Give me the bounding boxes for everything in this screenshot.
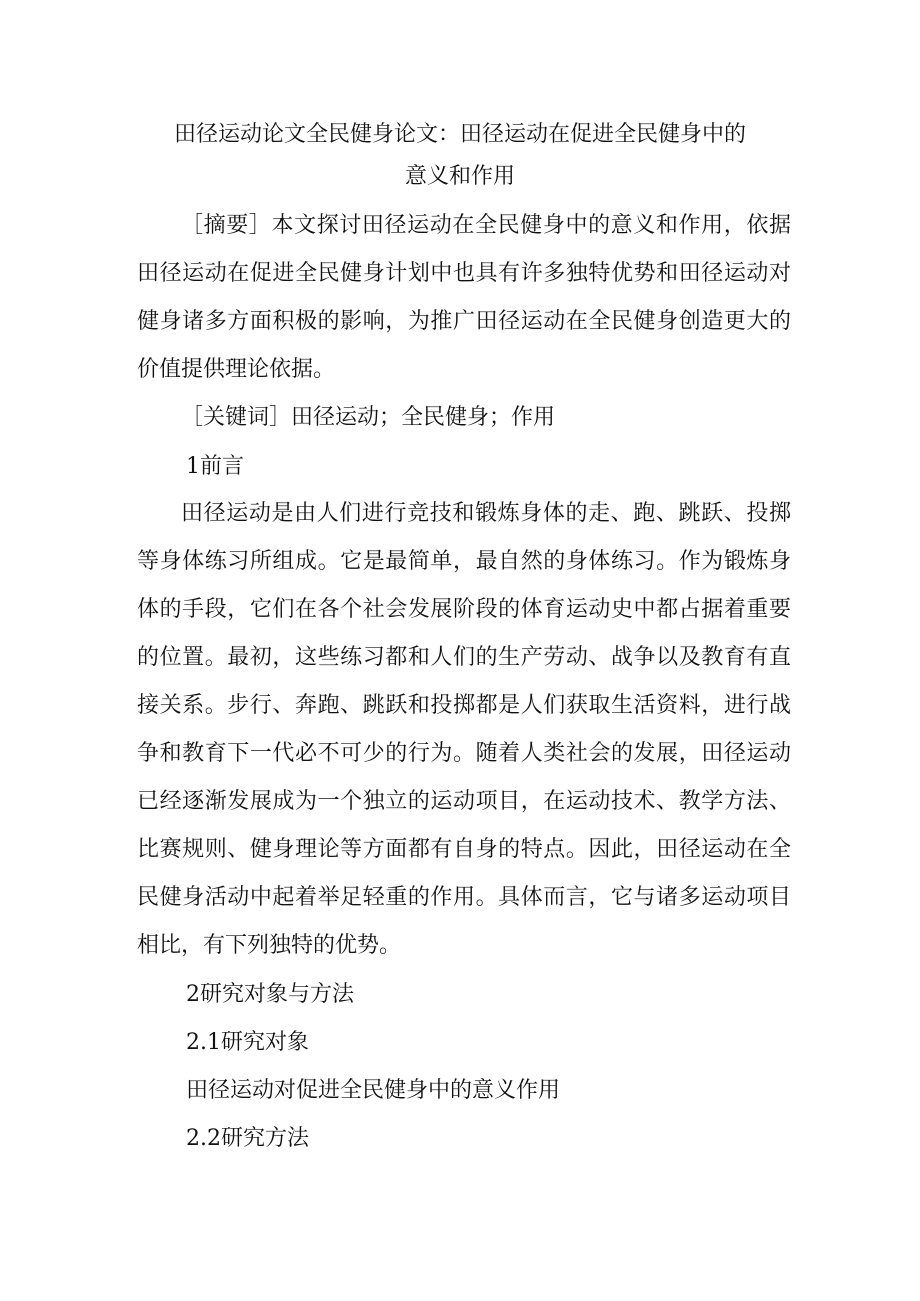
document-title-line-1: 田径运动论文全民健身论文：田径运动在促进全民健身中的 <box>173 122 746 147</box>
abstract-paragraph: ［摘要］本文探讨田径运动在全民健身中的意义和作用，依据田径运动在促进全民健身计划中也具有许多独特优势和田径运动对健身诸多方面积极的影响，为推广田径运动在全民健身创造更大的价值提供理论依据。 <box>137 213 791 382</box>
document-title-line-2: 意义和作用 <box>404 164 515 189</box>
keywords-paragraph: ［关键词］田径运动；全民健身；作用 <box>181 405 556 430</box>
section-2-2-heading: 2.2研究方法 <box>186 1126 309 1151</box>
section-2-1-heading: 2.1研究对象 <box>186 1030 309 1055</box>
section-2-1-body: 田径运动对促进全民健身中的意义作用 <box>186 1078 561 1103</box>
section-2-heading: 2研究对象与方法 <box>186 982 354 1007</box>
section-1-heading: 1前言 <box>186 454 244 479</box>
section-1-body: 田径运动是由人们进行竞技和锻炼身体的走、跑、跳跃、投掷等身体练习所组成。它是最简单，最自然的身体练习。作为锻炼身体的手段，它们在各个社会发展阶段的体育运动史中都占据着重要的位置。最初，这些练习都和人们的生产劳动、战争以及教育有直接关系。步行、奔跑、跳跃和投掷都是人们获取生活资料，进行战争和教育下一代必不可少的行为。随着人类社会的发展，田径运动已经逐渐发展成为一个独立的运动项目，在运动技术、教学方法、比赛规则、健身理论等方面都有自身的特点。因此，田径运动在全民健身活动中起着举足轻重的作用。具体而言，它与诸多运动项目相比，有下列独特的优势。 <box>137 501 791 958</box>
